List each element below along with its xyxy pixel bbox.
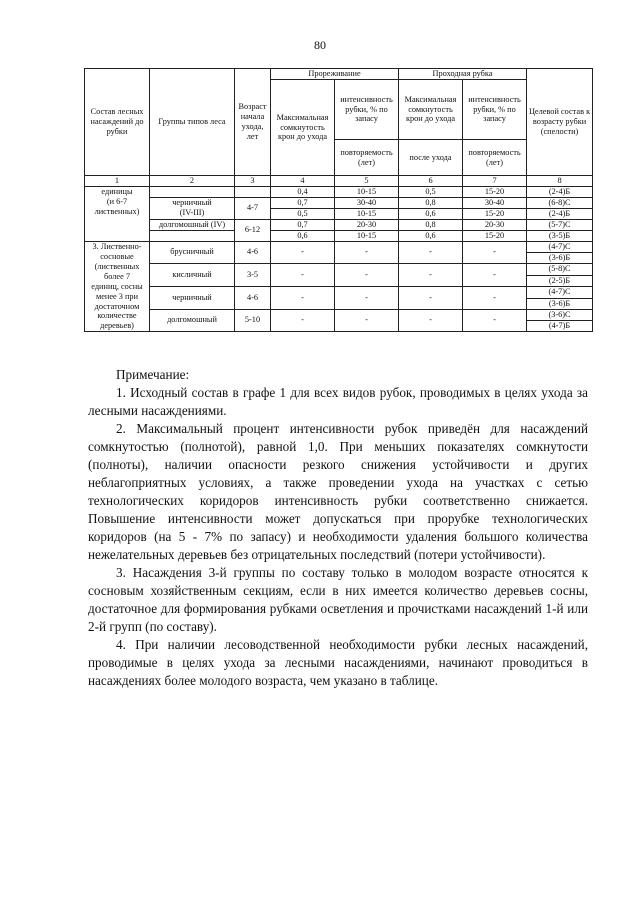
col-number: 6 (399, 176, 463, 187)
header-target-composition: Целевой состав к возрасту рубки (спелости) (527, 69, 593, 176)
table-cell: 30-40 (463, 197, 527, 208)
table-cell: - (271, 309, 335, 332)
table-cell: 0,4 (271, 186, 335, 197)
table-cell: (2-4)Б (527, 186, 593, 197)
table-cell: (3-6)Б (527, 252, 593, 263)
table-cell: - (399, 241, 463, 263)
table-cell: (5-8)С (527, 263, 593, 275)
table-cell: 0,6 (399, 208, 463, 219)
col-number: 7 (463, 176, 527, 187)
section3-composition: 3. Лиственно- сосновые (лиственных более 7 единиц, сосны менее 3 при достаточном количестве деревьев) (85, 241, 150, 332)
col-number: 8 (527, 176, 593, 187)
table-cell: (6-8)С (527, 197, 593, 208)
table-cell: (3-6)С (527, 309, 593, 321)
header-forest-groups: Группы типов леса (150, 69, 235, 176)
forest-group-age: 6-12 (235, 219, 271, 241)
table-cell: 0,8 (399, 197, 463, 208)
table-row (85, 230, 593, 241)
table-cell: - (399, 286, 463, 309)
care-table (84, 68, 593, 332)
col-number: 3 (235, 176, 271, 187)
table-cell: 20-30 (335, 219, 399, 230)
table-cell: 15-20 (463, 208, 527, 219)
header-repeat-thinning: повторяемость (лет) (335, 140, 399, 176)
empty-cell (150, 186, 235, 197)
table-cell: 0,7 (271, 197, 335, 208)
header-repeat-passage: повторяемость (лет) (463, 140, 527, 176)
notes-section (88, 366, 588, 690)
header-intensity-thinning: интенсивность рубки, % по запасу (335, 80, 399, 140)
table-cell: - (463, 309, 527, 332)
table-cell: 0,7 (271, 219, 335, 230)
table-cell: (3-6)Б (527, 298, 593, 309)
forest-group-age: 5-10 (235, 309, 271, 332)
header-after-care-passage: после ухода (399, 140, 463, 176)
table-cell: (5-7)С (527, 219, 593, 230)
header-composition: Состав лесных насаждений до рубки (85, 69, 150, 176)
table-cell: 10-15 (335, 208, 399, 219)
forest-group-name: кисличный (150, 263, 235, 286)
table-row (85, 219, 593, 230)
forest-group-name: черничный (150, 286, 235, 309)
col-number: 2 (150, 176, 235, 187)
table-cell: (2-5)Б (527, 275, 593, 286)
table-cell: 0,5 (271, 208, 335, 219)
table-cell: (3-5)Б (527, 230, 593, 241)
section2-composition: единицы (и 6-7 лиственных) (85, 186, 150, 241)
note-item: 2. Максимальный процент интенсивности рубок приведён для насаждений сомкнутостью (полнотой), равной 1,0. При меньших показателях сомкнутости (полноты), наличии опасности резкого снижения устойчивости и других неблагоприятных условиях, а также проведении ухода на участках с сетью технологических коридоров интенсивность рубки соответственно снижается. Повышение интенсивности может допускаться при прорубке технологических коридоров (на 5 - 7% по запасу) и необходимости удаления большого количества нежелательных деревьев без отрицательных последствий (потери устойчивости). (88, 421, 588, 562)
table-cell: - (335, 309, 399, 332)
header-max-closure-passage: Максимальная сомкнутость крон до ухода (399, 80, 463, 140)
forest-group-age: 3-5 (235, 263, 271, 286)
table-cell: 0,6 (271, 230, 335, 241)
forest-group-name: черничный (IV-III) (150, 197, 235, 219)
header-start-age: Возраст начала ухода, лет (235, 69, 271, 176)
table-row (85, 263, 593, 275)
table-cell: 0,8 (399, 219, 463, 230)
forest-group-name: долгомошный (IV) (150, 219, 235, 230)
table-cell: - (335, 263, 399, 286)
table-cell: - (463, 263, 527, 286)
table-cell: 30-40 (335, 197, 399, 208)
table-cell: (4-7)С (527, 241, 593, 252)
table-cell: 20-30 (463, 219, 527, 230)
table-row (85, 186, 593, 197)
header-intensity-passage: интенсивность рубки, % по запасу (463, 80, 527, 140)
page-number: 80 (314, 38, 326, 52)
forest-group-name: долгомошный (150, 309, 235, 332)
note-item: 1. Исходный состав в графе 1 для всех видов рубок, проводимых в целях ухода за лесными насаждениями. (88, 385, 588, 418)
col-number: 1 (85, 176, 150, 187)
header-thinning: Прореживание (271, 69, 399, 80)
table-cell: 15-20 (463, 186, 527, 197)
table-cell: - (463, 241, 527, 263)
table-cell: 15-20 (463, 230, 527, 241)
forest-group-name: брусничный (150, 241, 235, 263)
table-cell: 10-15 (335, 230, 399, 241)
table-cell: - (399, 309, 463, 332)
notes-title: Примечание: (116, 367, 190, 382)
table-cell: - (271, 263, 335, 286)
table-cell: - (463, 286, 527, 309)
note-item: 3. Насаждения 3-й группы по составу только в молодом возрасте относятся к сосновым хозяйственным секциям, если в них имеется количество деревьев сосны, достаточное для формирования рубками осветления и прочистками насаждений 1-й или 2-й групп (по составу). (88, 565, 588, 634)
table-row (85, 309, 593, 321)
empty-cell (150, 230, 235, 241)
header-max-closure-thinning: Максимальная сомкнутость крон до ухода (271, 80, 335, 176)
table-cell: - (271, 286, 335, 309)
column-numbers-row (85, 176, 593, 187)
table-row (85, 286, 593, 298)
col-number: 5 (335, 176, 399, 187)
forest-group-age: 4-6 (235, 241, 271, 263)
table-cell: - (271, 241, 335, 263)
header-passage-cut: Проходная рубка (399, 69, 527, 80)
table-row (85, 197, 593, 208)
table-cell: - (335, 241, 399, 263)
table-cell: (4-7)Б (527, 321, 593, 332)
table-cell: (2-4)Б (527, 208, 593, 219)
table-cell: 10-15 (335, 186, 399, 197)
empty-cell (235, 186, 271, 197)
col-number: 4 (271, 176, 335, 187)
table-cell: 0,5 (399, 186, 463, 197)
forest-group-age: 4-7 (235, 197, 271, 219)
forest-group-age: 4-6 (235, 286, 271, 309)
table-cell: - (399, 263, 463, 286)
table-cell: (4-7)С (527, 286, 593, 298)
table-cell: 0,6 (399, 230, 463, 241)
note-item: 4. При наличии лесоводственной необходимости рубки лесных насаждений, проводимые в целях ухода за лесными насаждениями, начинают проводиться в насаждениях более молодого возраста, чем указано в таблице. (88, 637, 588, 688)
table-cell: - (335, 286, 399, 309)
table-row (85, 241, 593, 252)
